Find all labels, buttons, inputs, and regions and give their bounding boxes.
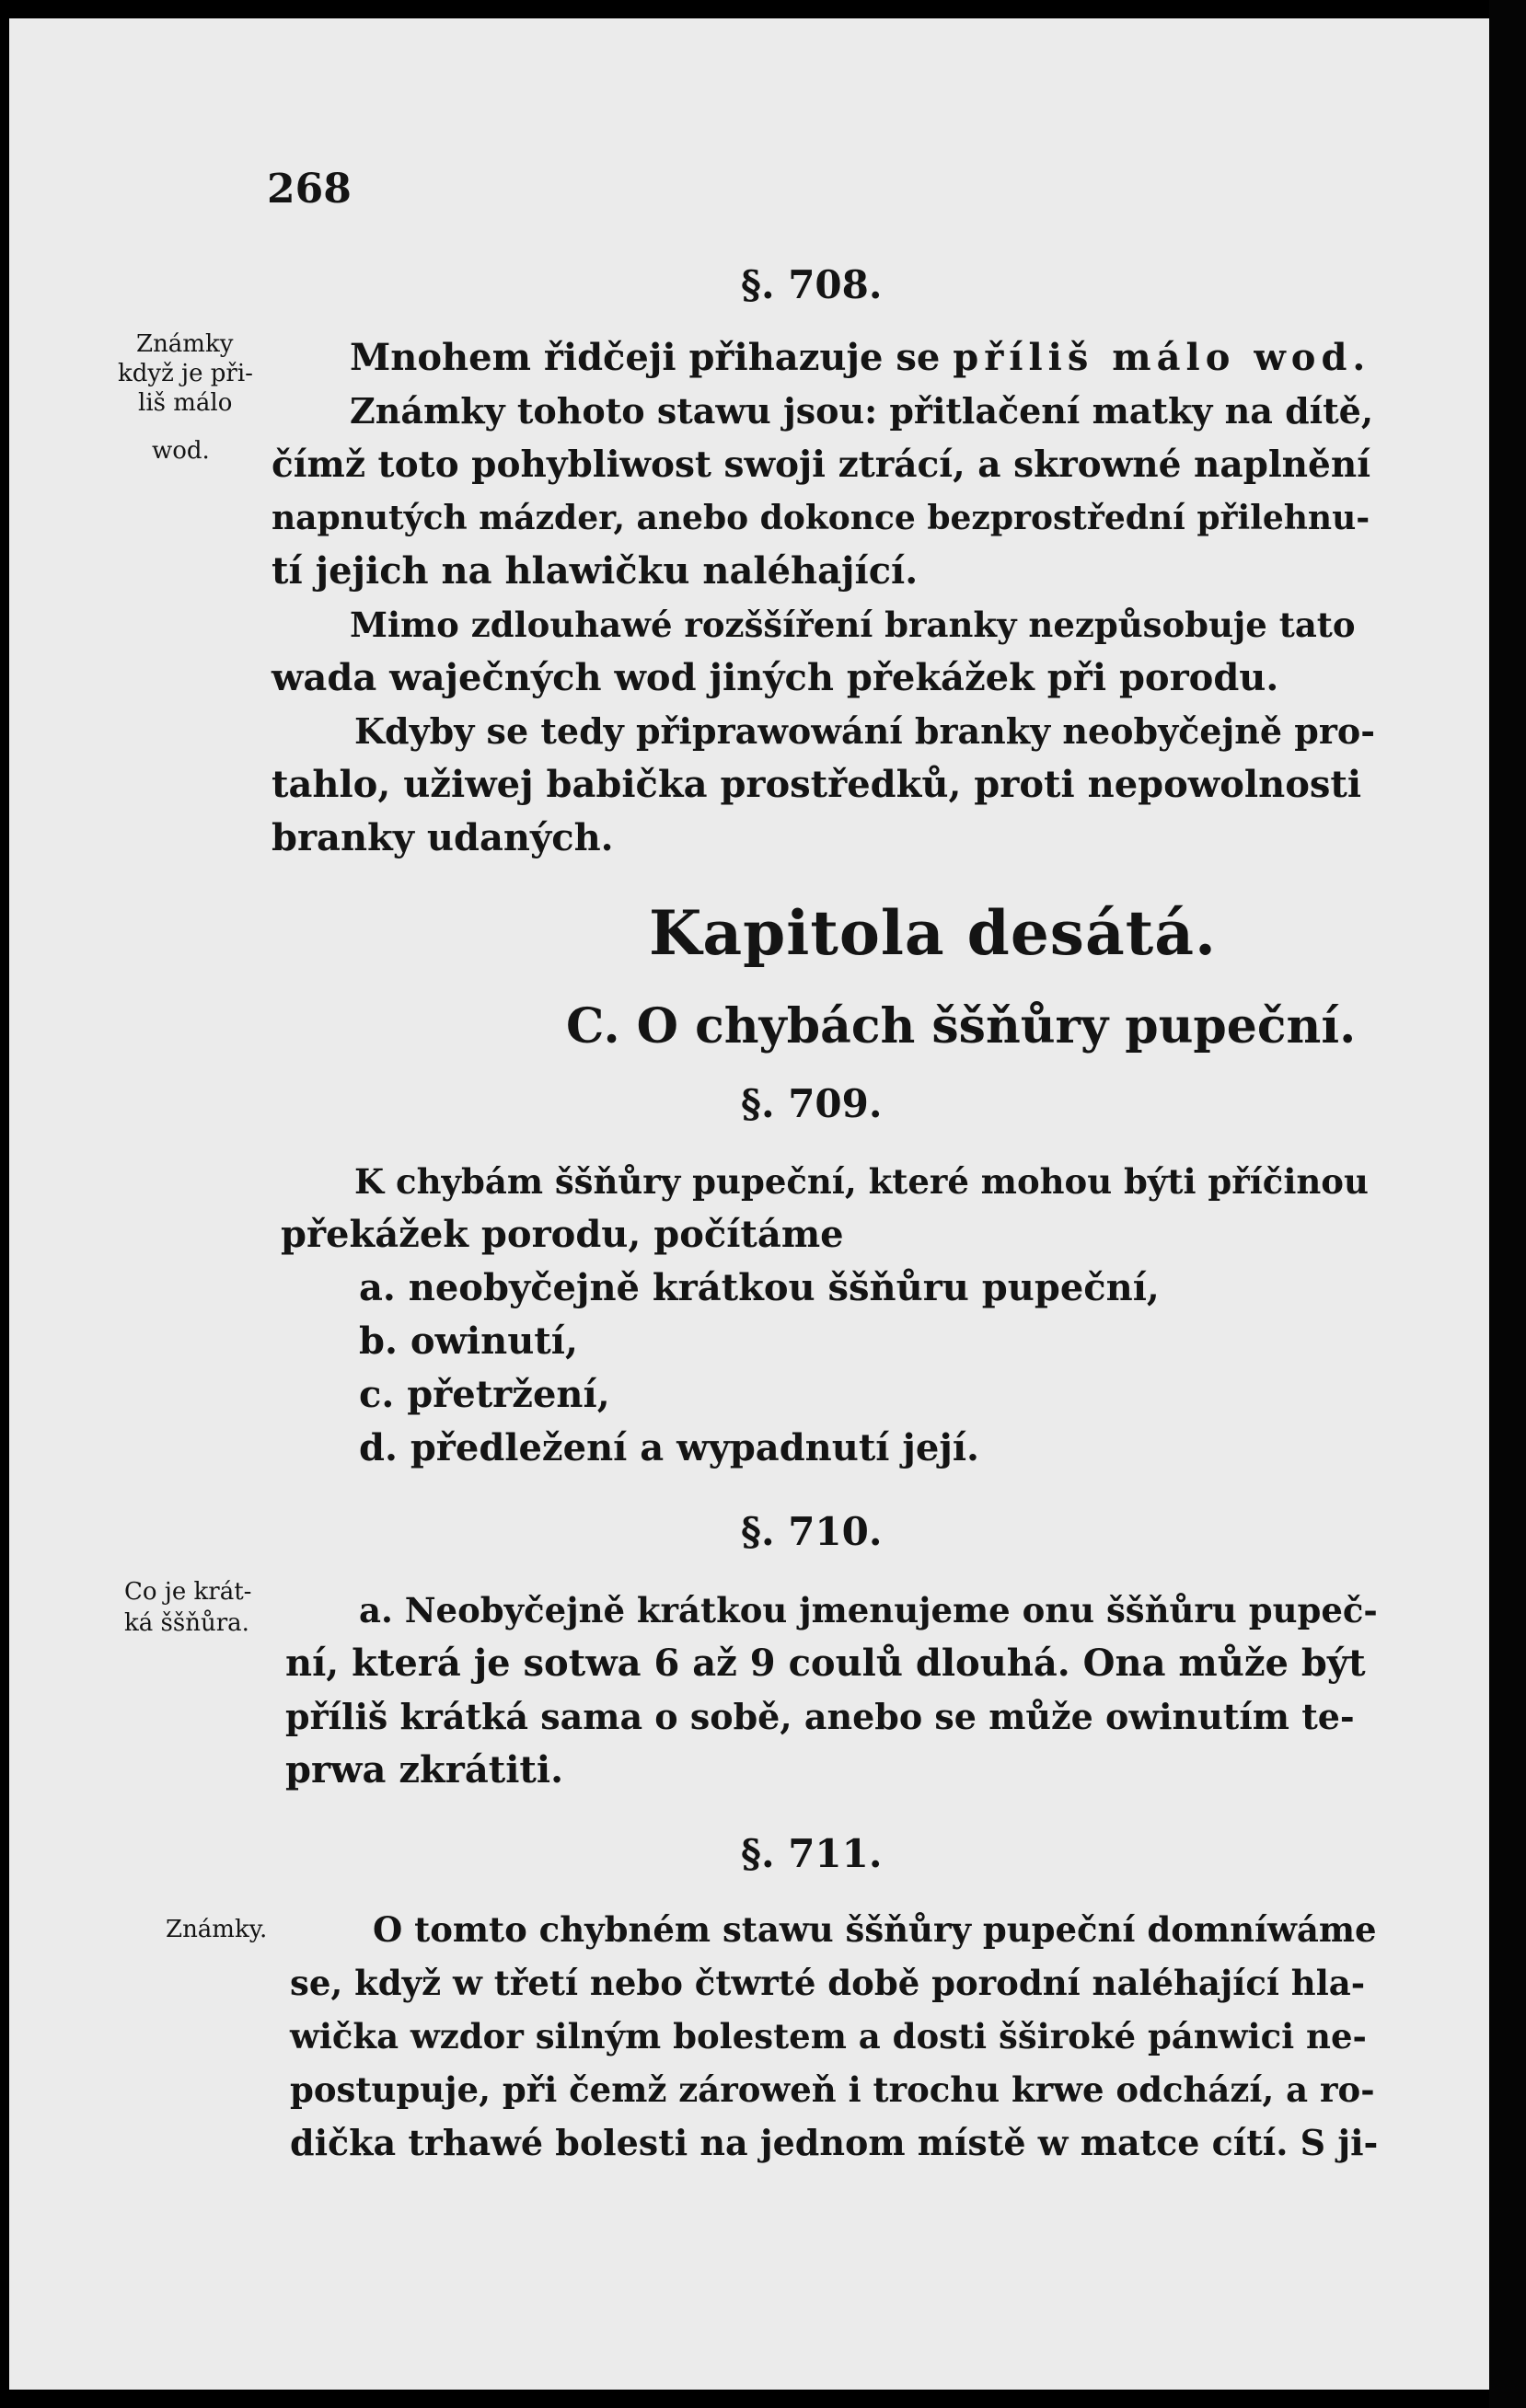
- section-heading-708: §. 708.: [741, 262, 883, 307]
- margin-note-line: liš málo: [138, 389, 233, 417]
- text-line: O tomto chybném stawu ššňůry pupeční domníwáme: [373, 1909, 1377, 1950]
- text-line: [350, 336, 1370, 380]
- list-item: d. předležení a wypadnutí její.: [359, 1426, 979, 1469]
- section-heading-710: §. 710.: [741, 1509, 883, 1554]
- text-line: překážek porodu, počítáme: [281, 1213, 844, 1256]
- text-run: Mnohem řidčeji přihazuje se: [350, 336, 954, 379]
- text-line: ní, která je sotwa 6 až 9 coulů dlouhá. Ona může být: [285, 1642, 1366, 1685]
- text-line: čímž toto pohybliwost swoji ztrácí, a skrowné naplnění: [272, 444, 1371, 486]
- margin-note-line: ká ššňůra.: [124, 1609, 249, 1637]
- text-line: a. Neobyčejně krátkou jmenujeme onu ššňůru pupeč-: [359, 1590, 1378, 1630]
- text-line: wička wzdor silným bolestem a dosti šširoké pánwici ne-: [290, 2016, 1367, 2057]
- text-line: K chybám ššňůry pupeční, které mohou býti příčinou: [354, 1161, 1369, 1202]
- margin-note-line: Co je krát-: [124, 1578, 252, 1606]
- margin-note-line: wod.: [152, 437, 210, 465]
- subchapter-title: C. O chybách ššňůry pupeční.: [566, 998, 1357, 1054]
- list-item: c. přetržení,: [359, 1373, 610, 1416]
- text-line: se, když w třetí nebo čtwrté době porodní naléhající hla-: [290, 1963, 1366, 2003]
- text-line: Mimo zdlouhawé rozššíření branky nezpůsobuje tato: [350, 605, 1356, 645]
- list-item: a. neobyčejně krátkou ššňůru pupeční,: [359, 1266, 1160, 1309]
- text-line: prwa zkrátiti.: [285, 1748, 564, 1792]
- text-line: Známky tohoto stawu jsou: přitlačení matky na dítě,: [350, 390, 1374, 432]
- text-line: postupuje, při čemž zároweň i trochu krwe odchází, a ro-: [290, 2069, 1375, 2110]
- scan-border: [1489, 0, 1526, 2408]
- text-line: příliš krátká sama o sobě, anebo se může owinutím te-: [285, 1696, 1355, 1737]
- text-line: napnutých mázder, anebo dokonce bezprostřední přilehnu-: [272, 499, 1370, 537]
- text-line: tí jejich na hlawičku naléhající.: [272, 549, 919, 593]
- text-line: wada waječných wod jiných překážek při porodu.: [272, 656, 1279, 699]
- margin-note-line: když je při-: [118, 360, 253, 387]
- text-line: tahlo, užiwej babička prostředků, proti nepowolnosti: [272, 763, 1362, 806]
- text-line: branky udaných.: [272, 816, 614, 859]
- list-item: b. owinutí,: [359, 1319, 578, 1363]
- section-heading-709: §. 709.: [741, 1081, 883, 1126]
- section-heading-711: §. 711.: [741, 1831, 883, 1876]
- margin-note-line: Známky: [136, 330, 234, 358]
- margin-note-line: Známky.: [166, 1916, 268, 1943]
- page-number: 268: [267, 166, 352, 213]
- emphasized-text: příliš málo wod.: [953, 336, 1371, 379]
- text-line: Kdyby se tedy připrawowání branky neobyčejně pro-: [354, 710, 1375, 752]
- chapter-title: Kapitola desátá.: [649, 897, 1217, 969]
- text-line: dička trhawé bolesti na jednom místě w matce cítí. S ji-: [290, 2122, 1379, 2163]
